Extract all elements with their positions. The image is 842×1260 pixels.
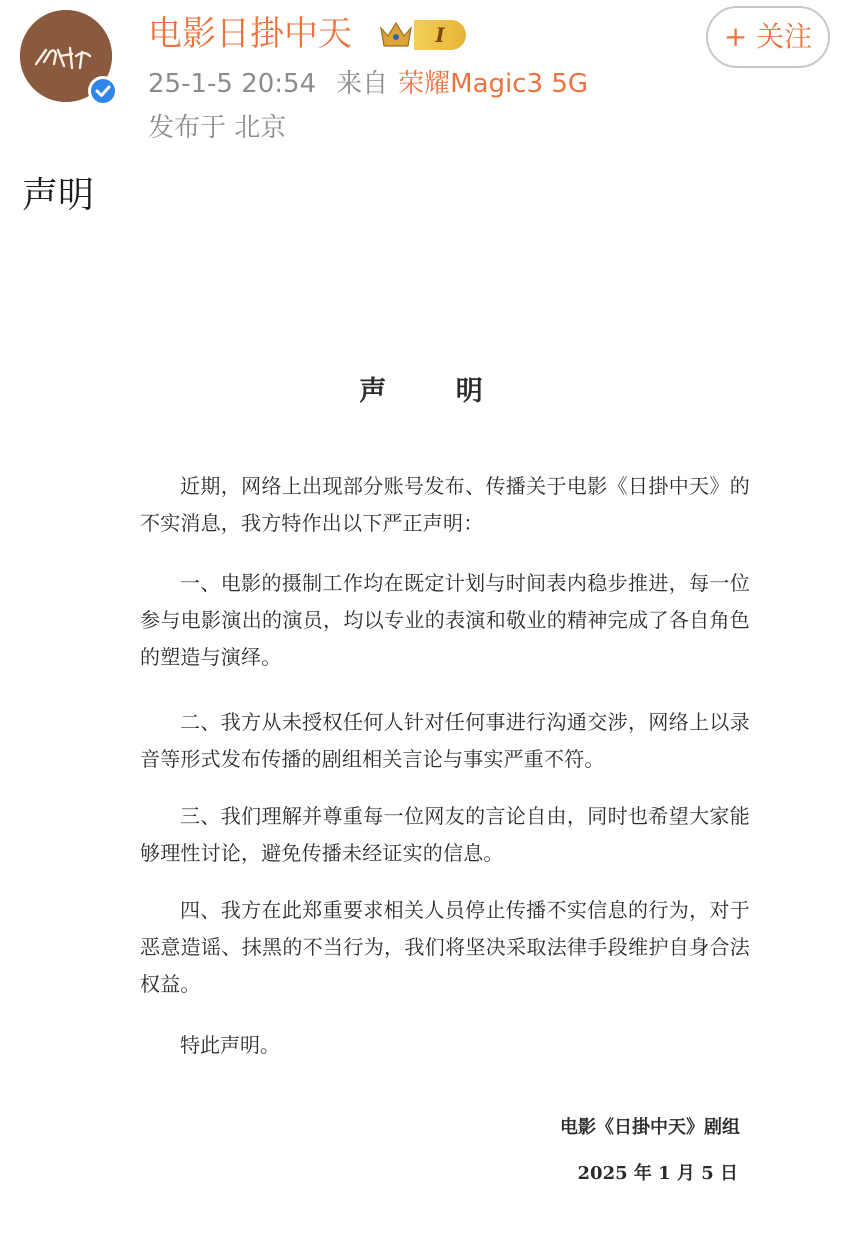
statement-signature: 电影《日掛中天》剧组 — [560, 1117, 740, 1138]
post-timestamp: 25-1-5 20:54 — [148, 69, 317, 99]
author-name[interactable]: 电影日掛中天 — [148, 14, 352, 54]
crown-icon — [378, 18, 414, 50]
avatar[interactable] — [20, 10, 112, 102]
statement-point-4: 四、我方在此郑重要求相关人员停止传播不实信息的行为，对于恶意造谣、抹黑的不当行为，我们将坚决采取法律手段维护自身合法权益。 — [140, 898, 750, 996]
statement-intro: 近期，网络上出现部分账号发布、传播关于电影《日掛中天》的不实消息，我方特作出以下严正声明： — [140, 474, 750, 535]
statement-point-1: 一、电影的摄制工作均在既定计划与时间表内稳步推进，每一位参与电影演出的演员，均以专业的表演和敬业的精神完成了各自角色的塑造与演绎。 — [140, 571, 750, 669]
verified-badge-icon — [88, 76, 118, 106]
statement-title: 声 明 — [359, 376, 513, 407]
statement-point-3: 三、我们理解并尊重每一位网友的言论自由，同时也希望大家能够理性讨论，避免传播未经证实的信息。 — [140, 804, 750, 865]
from-label: 来自 — [336, 69, 389, 99]
follow-button[interactable]: + 关注 — [706, 6, 830, 68]
statement-image[interactable] — [0, 260, 842, 1260]
post-meta — [148, 64, 588, 104]
statement-date: 2025 年 1 月 5 日 — [577, 1163, 738, 1184]
level-badge[interactable]: I — [414, 20, 466, 50]
statement-closing: 特此声明。 — [180, 1033, 280, 1057]
device-link[interactable]: 荣耀Magic3 5G — [398, 69, 589, 99]
post-text: 声明 — [22, 175, 95, 216]
statement-point-2: 二、我方从未授权任何人针对任何事进行沟通交涉，网络上以录音等形式发布传播的剧组相关言论与事实严重不符。 — [140, 710, 750, 771]
post-location: 发布于 北京 — [148, 113, 287, 143]
